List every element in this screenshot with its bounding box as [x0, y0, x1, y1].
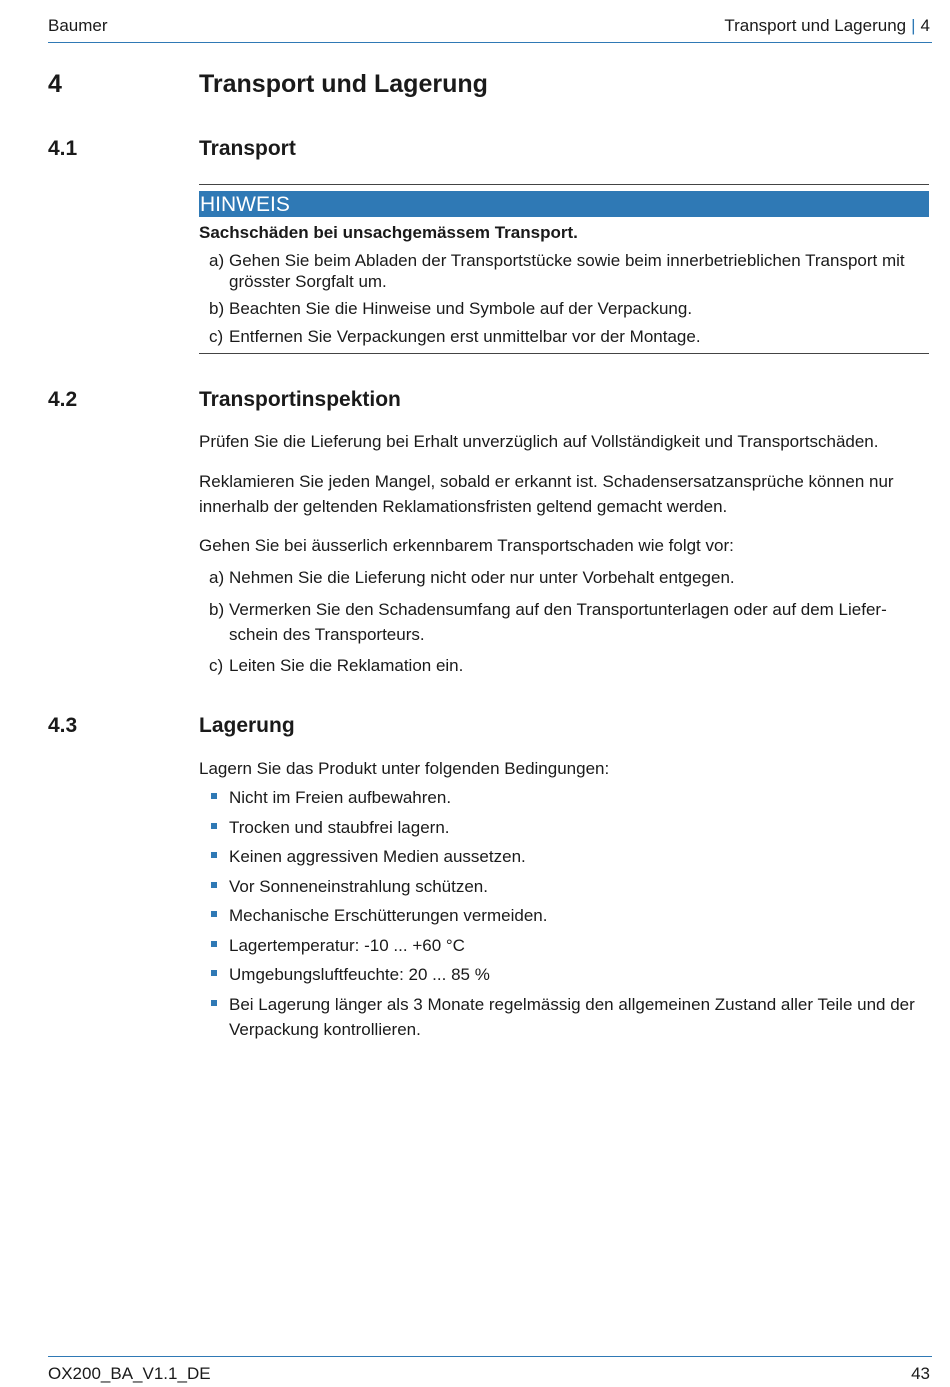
- notice-item-text: Gehen Sie beim Abladen der Transportstücke sowie beim innerbetrieblichen Transport mit grösster Sorgfalt um.: [229, 251, 905, 291]
- square-bullet-icon: [211, 970, 217, 976]
- list-item: [209, 565, 929, 590]
- section-4-1-title: Transport: [199, 137, 296, 160]
- notice-item: [209, 326, 929, 347]
- paragraph: Reklamieren Sie jeden Mangel, sobald er erkannt ist. Schadensersatzansprüche können nur innerhalb der geltenden Reklamationsfristen geltend gemacht werden.: [199, 472, 894, 516]
- section-4-1-number: 4.1: [48, 137, 78, 160]
- notice-item-marker: c): [209, 327, 224, 346]
- brand-name: Baumer: [48, 16, 108, 35]
- section-4-2-number: 4.2: [48, 388, 78, 411]
- section-4-2-title: Transportinspektion: [199, 388, 401, 411]
- page-footer: [48, 1356, 932, 1383]
- bullet-text: Trocken und staubfrei lagern.: [229, 818, 450, 837]
- bullet-item: [209, 903, 929, 928]
- square-bullet-icon: [211, 793, 217, 799]
- square-bullet-icon: [211, 852, 217, 858]
- notice-item-text: Beachten Sie die Hinweise und Symbole auf der Verpackung.: [229, 299, 693, 318]
- chapter-title: Transport und Lagerung: [199, 70, 488, 98]
- list-item-text: Nehmen Sie die Lieferung nicht oder nur unter Vorbehalt entgegen.: [229, 568, 735, 587]
- list-item-text: Vermerken Sie den Schadensumfang auf den Transportunterlagen oder auf dem Lieferschein des Transporteurs.: [229, 600, 887, 644]
- bullet-text: Nicht im Freien aufbewahren.: [229, 788, 452, 807]
- notice-item-marker: b): [209, 299, 225, 318]
- bullet-text: Bei Lagerung länger als 3 Monate regelmässig den allgemeinen Zustand aller Teile und der Verpackung kontrollieren.: [229, 995, 915, 1039]
- notice-item: [209, 298, 929, 319]
- square-bullet-icon: [211, 941, 217, 947]
- bullet-item: [209, 992, 929, 1042]
- paragraph: Gehen Sie bei äusserlich erkennbarem Transportschaden wie folgt vor:: [199, 536, 734, 555]
- list-item: [209, 653, 929, 678]
- list-item: [209, 597, 929, 647]
- bullet-item: [209, 874, 929, 899]
- chapter-number: 4: [48, 70, 62, 98]
- running-title-separator: |: [911, 16, 916, 35]
- bullet-text: Lagertemperatur: -10 ... +60 °C: [229, 936, 465, 955]
- list-item-text: Leiten Sie die Reklamation ein.: [229, 656, 464, 675]
- bullet-item: [209, 785, 929, 810]
- list-item-marker: c): [209, 656, 224, 675]
- square-bullet-icon: [211, 1000, 217, 1006]
- section-4-3-number: 4.3: [48, 714, 78, 737]
- bullet-text: Vor Sonneneinstrahlung schützen.: [229, 877, 488, 896]
- paragraph: Lagern Sie das Produkt unter folgenden Bedingungen:: [199, 759, 610, 778]
- notice-label: HINWEIS: [199, 191, 929, 217]
- running-title: [724, 16, 930, 36]
- list-item-marker: a): [209, 568, 225, 587]
- square-bullet-icon: [211, 882, 217, 888]
- paragraph: Prüfen Sie die Lieferung bei Erhalt unverzüglich auf Vollständigkeit und Transportschäden.: [199, 432, 879, 451]
- bullet-item: [209, 933, 929, 958]
- bullet-item: [209, 844, 929, 869]
- list-item-marker: b): [209, 600, 225, 619]
- document-id: OX200_BA_V1.1_DE: [48, 1364, 211, 1383]
- bullet-item: [209, 815, 929, 840]
- notice-item: [209, 250, 929, 292]
- square-bullet-icon: [211, 911, 217, 917]
- page-number: 43: [911, 1364, 930, 1383]
- square-bullet-icon: [211, 823, 217, 829]
- notice-item-text: Entfernen Sie Verpackungen erst unmittelbar vor der Montage.: [229, 327, 701, 346]
- bullet-item: [209, 962, 929, 987]
- running-chapter-number: 4: [920, 16, 930, 35]
- notice-item-marker: a): [209, 251, 225, 270]
- bullet-text: Keinen aggressiven Medien aussetzen.: [229, 847, 526, 866]
- notice-subtitle: Sachschäden bei unsachgemässem Transport.: [199, 223, 578, 242]
- bullet-text: Mechanische Erschütterungen vermeiden.: [229, 906, 548, 925]
- bullet-text: Umgebungsluftfeuchte: 20 ... 85 %: [229, 965, 490, 984]
- running-title-text: Transport und Lagerung: [724, 16, 907, 35]
- section-4-3-title: Lagerung: [199, 714, 295, 737]
- page-header: [48, 14, 932, 43]
